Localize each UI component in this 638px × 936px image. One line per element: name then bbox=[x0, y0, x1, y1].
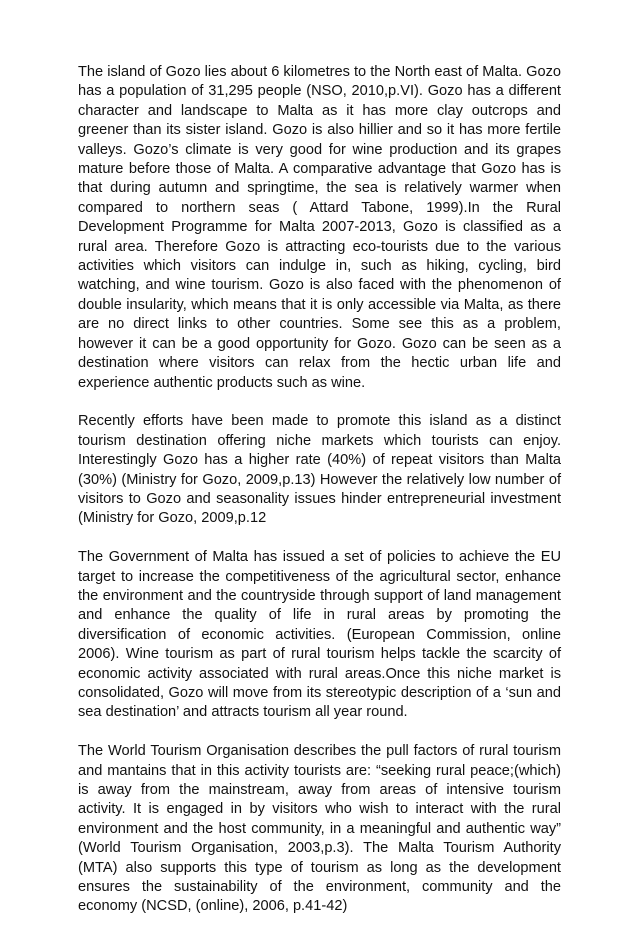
paragraph-rural-tourism: The World Tourism Organisation describes the pull factors of rural tourism and mantains that in this activity tourists are: “seeking rural peace;(which) is away from the mainstream, away from areas of intensive tourism activity. It is engaged in by visitors who wish to interact with the rural environment and the host community, in a meaningful and authentic way” (World Tourism Organisation, 2003,p.3). The Malta Tourism Authority (MTA) also supports this type of tourism as long as the development ensures the sustainability of the environment, community and the economy (NCSD, (online), 2006, p.41-42) bbox=[78, 743, 561, 915]
paragraph-gozo-overview: The island of Gozo lies about 6 kilometres to the North east of Malta. Gozo has a population of 31,295 people (NSO, 2010,p.VI). Gozo has a different character and landscape to Malta as it has more clay outcrops and greener than its sister island. Gozo is also hillier and so it has more fertile valleys. Gozo’s climate is very good for wine production and its grapes mature before those of Malta. A comparative advantage that Gozo has is that during autumn and springtime, the sea is relatively warmer when compared to northern seas ( Attard Tabone, 1999).In the Rural Development Programme for Malta 2007-2013, Gozo is classified as a rural area. Therefore Gozo is attracting eco-tourists due to the various activities which visitors can indulge in, such as hiking, cycling, bird watching, and wine tourism. Gozo is also faced with the phenomenon of double insularity, which means that it is only accessible via Malta, as there are no direct links to other countries. Some see this as a problem, however it can be a good opportunity for Gozo. Gozo can be seen as a destination where visitors can relax from the hectic urban life and experience authentic products such as wine. bbox=[78, 64, 561, 391]
paragraph-tourism-promotion: Recently efforts have been made to promote this island as a distinct tourism destination offering niche markets which tourists can enjoy. Interestingly Gozo has a higher rate (40%) of repeat visitors than Malta (30%) (Ministry for Gozo, 2009,p.13) However the relatively low number of visitors to Gozo and seasonality issues hinder entrepreneurial investment (Ministry for Gozo, 2009,p.12 bbox=[78, 413, 561, 527]
document-body bbox=[78, 63, 561, 936]
paragraph-government-policy: The Government of Malta has issued a set of policies to achieve the EU target to increase the competitiveness of the agricultural sector, enhance the environment and the countryside through support of land management and enhance the quality of life in rural areas by promoting the diversification of economic activities. (European Commission, online 2006). Wine tourism as part of rural tourism helps tackle the scarcity of economic activity associated with rural areas.Once this niche market is consolidated, Gozo will move from its stereotypic description of a ‘sun and sea destination’ and attracts tourism all year round. bbox=[78, 549, 561, 721]
